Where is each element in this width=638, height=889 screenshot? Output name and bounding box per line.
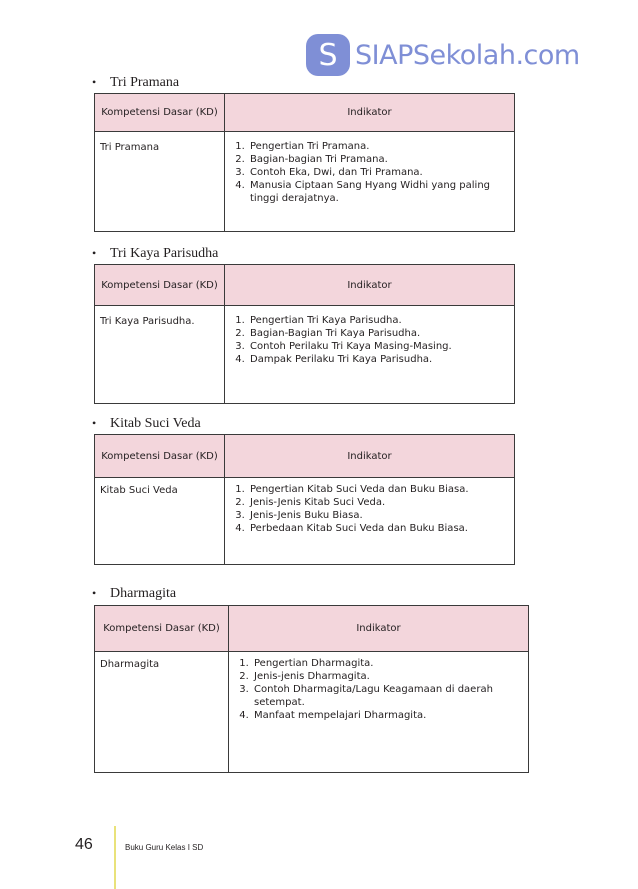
table-kitab-suci-veda [94,434,515,565]
indikator-item: 1. Pengertian Tri Kaya Parisudha. [248,314,509,327]
kd-header: Kompetensi Dasar (KD) [95,435,225,478]
indikator-cell [225,132,515,232]
indikator-item: 4. Perbedaan Kitab Suci Veda dan Buku Biasa. [248,522,509,535]
bullet-icon: • [92,246,97,260]
indikator-item: 4. Manfaat mempelajari Dharmagita. [252,709,523,722]
bullet-icon: • [92,586,97,600]
indikator-item: 2. Bagian-Bagian Tri Kaya Parisudha. [248,327,509,340]
table-tri-pramana [94,93,515,232]
section-title-tri-kaya-parisudha [92,246,218,262]
kd-cell: Tri Kaya Parisudha. [95,306,225,404]
section-title-tri-pramana [92,75,179,91]
indikator-list [230,140,509,205]
kd-cell: Tri Pramana [95,132,225,232]
indikator-list [230,314,509,366]
section-title-text: Dharmagita [110,586,177,601]
bullet-icon: • [92,416,97,430]
indikator-item: 2. Jenis-Jenis Kitab Suci Veda. [248,496,509,509]
bullet-icon: • [92,75,97,89]
footer-divider [114,826,116,889]
indikator-header: Indikator [229,606,529,652]
indikator-item: 1. Pengertian Dharmagita. [252,657,523,670]
section-title-text: Kitab Suci Veda [110,416,201,431]
indikator-item: 1. Pengertian Kitab Suci Veda dan Buku Biasa. [248,483,509,496]
logo-badge: S [306,34,350,76]
indikator-list [230,483,509,535]
indikator-item: 3. Contoh Perilaku Tri Kaya Masing-Masing. [248,340,509,353]
indikator-cell [229,652,529,773]
table-dharmagita [94,605,529,773]
kd-cell: Kitab Suci Veda [95,478,225,565]
kd-header: Kompetensi Dasar (KD) [95,606,229,652]
indikator-item: 1. Pengertian Tri Pramana. [248,140,509,153]
kd-header: Kompetensi Dasar (KD) [95,265,225,306]
section-title-dharmagita [92,586,176,602]
section-title-text: Tri Pramana [110,75,180,90]
indikator-cell [225,478,515,565]
indikator-list [234,657,523,722]
kd-cell: Dharmagita [95,652,229,773]
indikator-header: Indikator [225,265,515,306]
section-title-text: Tri Kaya Parisudha [110,246,219,261]
indikator-item: 2. Jenis-jenis Dharmagita. [252,670,523,683]
indikator-item: 4. Manusia Ciptaan Sang Hyang Widhi yang paling tinggi derajatnya. [248,179,509,205]
indikator-item: 2. Bagian-bagian Tri Pramana. [248,153,509,166]
indikator-item: 3. Contoh Dharmagita/Lagu Keagamaan di daerah setempat. [252,683,523,709]
page-number: 46 [75,836,93,853]
indikator-item: 3. Contoh Eka, Dwi, dan Tri Pramana. [248,166,509,179]
section-title-kitab-suci-veda [92,416,201,432]
site-logo [306,33,580,77]
kd-header: Kompetensi Dasar (KD) [95,94,225,132]
book-title: Buku Guru Kelas I SD [125,843,204,852]
indikator-header: Indikator [225,94,515,132]
table-tri-kaya-parisudha [94,264,515,404]
logo-text: SIAPSekolah.com [355,39,580,71]
indikator-item: 4. Dampak Perilaku Tri Kaya Parisudha. [248,353,509,366]
indikator-item: 3. Jenis-Jenis Buku Biasa. [248,509,509,522]
indikator-header: Indikator [225,435,515,478]
indikator-cell [225,306,515,404]
